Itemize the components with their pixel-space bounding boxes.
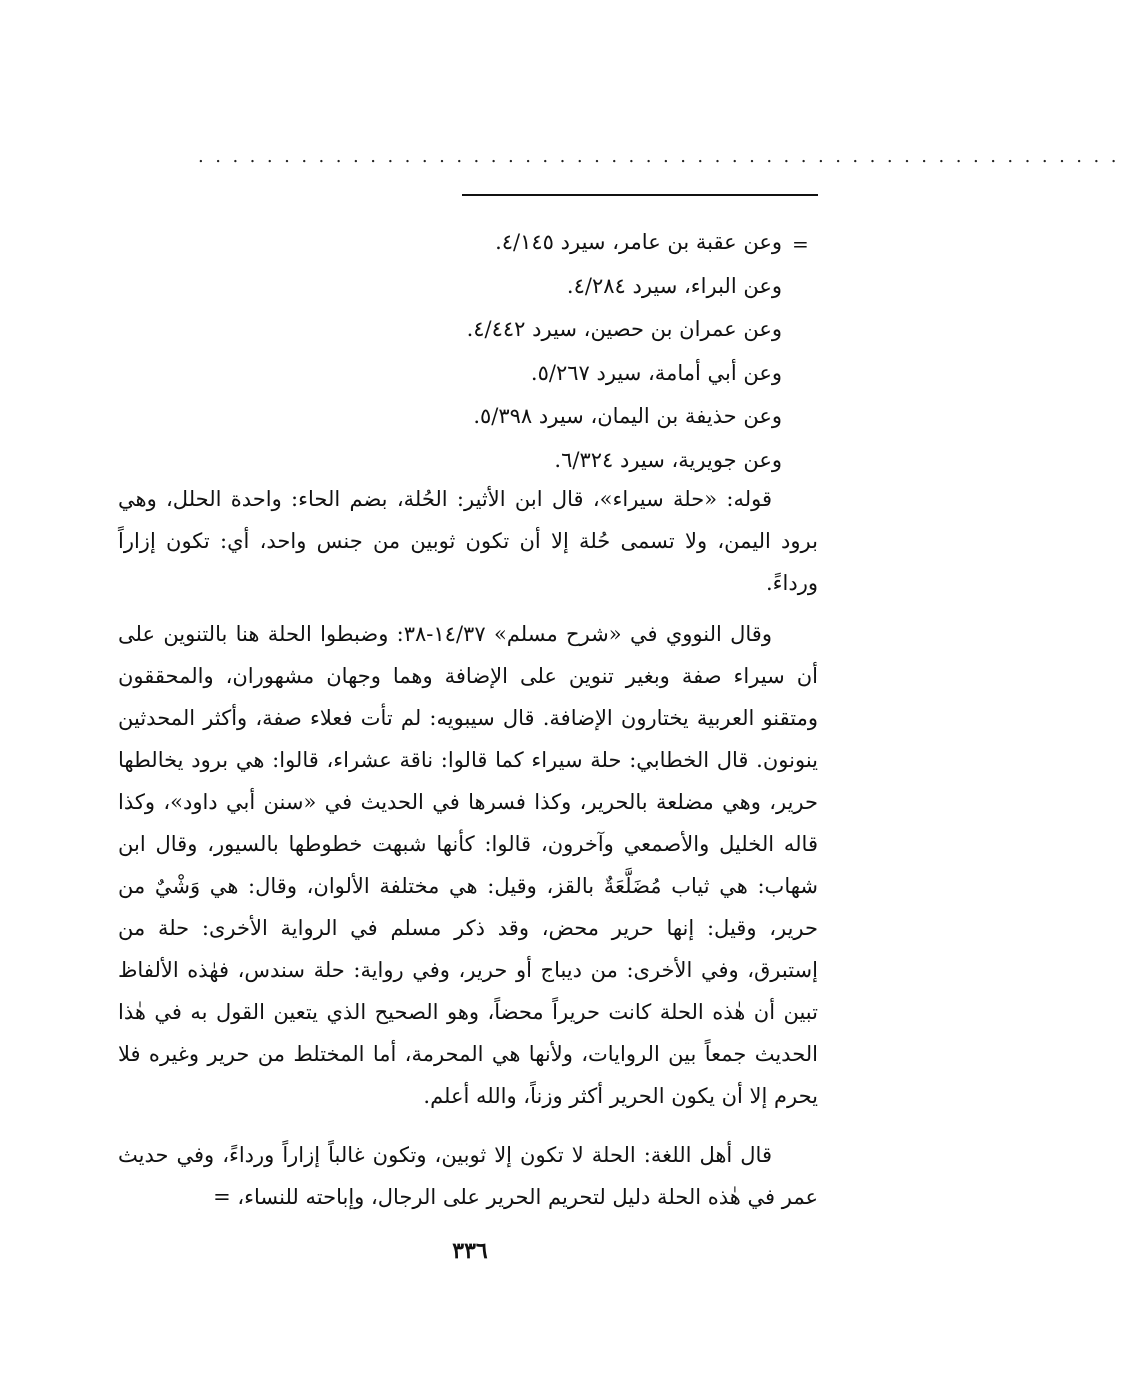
page-number: ٣٣٦ <box>452 1238 488 1264</box>
paragraph-text: قال أهل اللغة: الحلة لا تكون إلا ثوبين، وتكون غالباً إزاراً ورداءً، وفي حديث عمر في هٰذه الحلة دليل لتحريم الحرير على الرجال، وإباحته للنساء، = <box>118 1143 818 1209</box>
paragraph <box>118 478 818 604</box>
footnote-rule <box>462 194 818 196</box>
footnote-line: وعن عمران بن حصين، سيرد ٤/٤٤٢. <box>466 317 782 341</box>
footnote-line: وعن عقبة بن عامر، سيرد ٤/١٤٥. <box>495 230 782 254</box>
paragraph-text: قوله: «حلة سيراء»، قال ابن الأثير: الحُلة، بضم الحاء: واحدة الحلل، وهي برود اليمن، ولا تسمى حُلة إلا أن تكون ثوبين من جنس واحد، أي: تكون إزاراً ورداءً. <box>118 487 818 595</box>
paragraph-text: وقال النووي في «شرح مسلم» ١٤/٣٧-٣٨: وضبطوا الحلة هنا بالتنوين على أن سيراء صفة وبغير تنوين على الإضافة وهما وجهان مشهوران، والمحققون ومتقنو العربية يختارون الإضافة. قال سيبويه: لم تأت فعلاء صفة، وأكثر المحدثين ينونون. قال الخطابي: حلة سيراء كما قالوا: ناقة عشراء، قالوا: هي برود يخالطها حرير، وهي مضلعة بالحرير، وكذا فسرها في الحديث في «سنن أبي داود»، وكذا قاله الخليل والأصمعي وآخرون، قالوا: كأنها شبهت خطوطها بالسيور، وقال ابن شهاب: هي ثياب مُضَلَّعَةٌ بالقز، وقيل: هي مختلفة الألوان، وقال: هي وَشْيٌ من حرير، وقيل: إنها حرير محض، وقد ذكر مسلم في الرواية الأخرى: حلة من إستبرق، وفي الأخرى: من ديباج أو حرير، وفي رواية: حلة سندس، فهٰذه الألفاظ تبين أن هٰذه الحلة كانت حريراً محضاً، وهو الصحيح الذي يتعين القول به في هٰذا الحديث جمعاً بين الروايات، ولأنها هي المحرمة، أما المختلط من حرير وغيره فلا يحرم إلا أن يكون الحرير أكثر وزناً، والله أعلم. <box>118 622 818 1108</box>
paragraph <box>118 613 818 1117</box>
continuation-marker: = <box>792 232 809 256</box>
footnote-line: وعن البراء، سيرد ٤/٢٨٤. <box>566 274 782 298</box>
footnote-line: وعن حذيفة بن اليمان، سيرد ٥/٣٩٨. <box>473 404 782 428</box>
paragraph <box>118 1134 818 1218</box>
footnote-line: وعن أبي أمامة، سيرد ٥/٢٦٧. <box>530 361 782 385</box>
separator-dots: ...................................................... <box>198 146 1128 167</box>
footnote-line: وعن جويرية، سيرد ٦/٣٢٤. <box>554 448 782 472</box>
